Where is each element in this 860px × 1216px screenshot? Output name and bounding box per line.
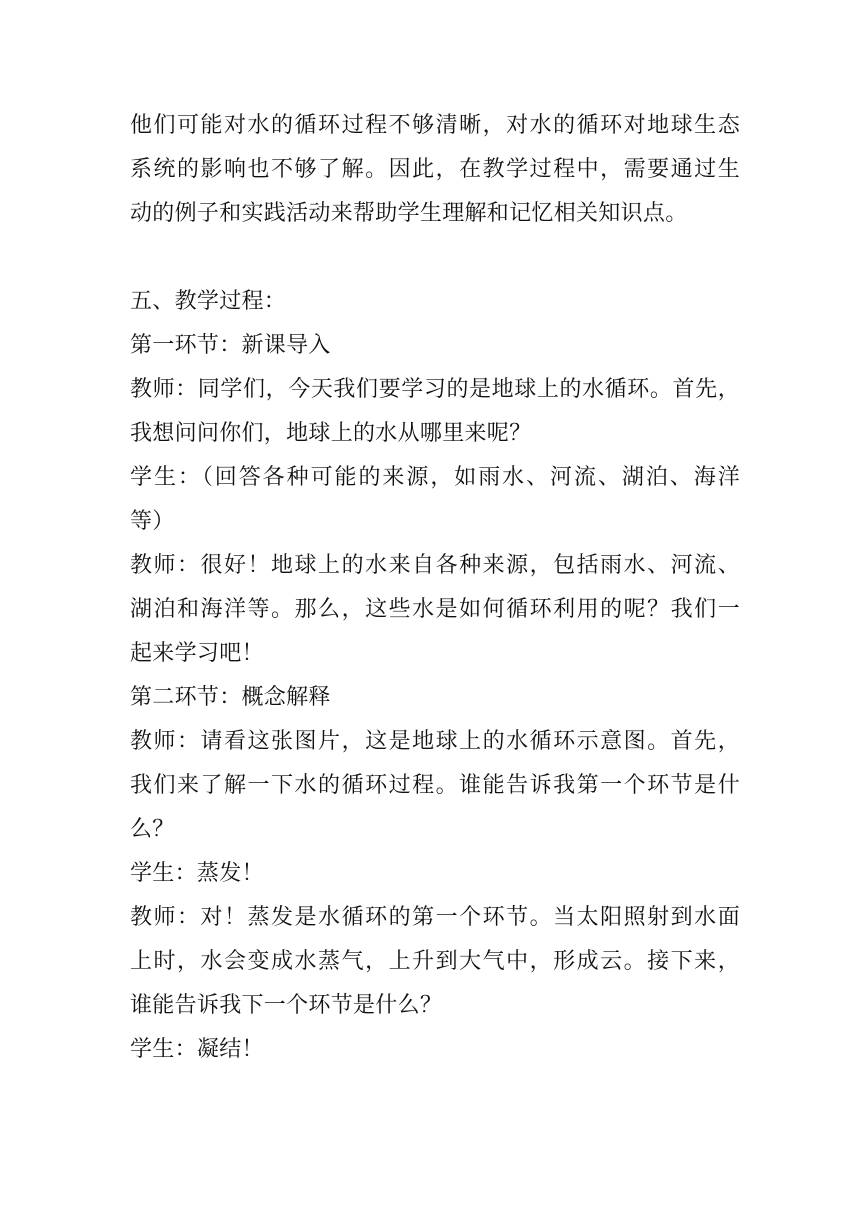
subsection-heading: 第二环节：概念解释 — [130, 685, 331, 710]
dialogue-line: 我想问问你们，地球上的水从哪里来呢？ — [130, 421, 532, 446]
dialogue-line: 谁能告诉我下一个环节是什么？ — [130, 993, 443, 1018]
dialogue-line: 学生：（回答各种可能的来源，如雨水、河流、湖泊、海洋 — [130, 465, 740, 490]
dialogue-line: 教师：同学们，今天我们要学习的是地球上的水循环。首先， — [130, 377, 740, 402]
paragraph-line: 动的例子和实践活动来帮助学生理解和记忆相关知识点。 — [130, 201, 688, 226]
subsection-heading: 第一环节：新课导入 — [130, 333, 331, 358]
dialogue-line: 上时，水会变成水蒸气，上升到大气中，形成云。接下来， — [130, 949, 740, 974]
paragraph-line: 他们可能对水的循环过程不够清晰，对水的循环对地球生态 — [130, 113, 740, 138]
dialogue-line: 起来学习吧！ — [130, 641, 264, 666]
dialogue-line: 我们来了解一下水的循环过程。谁能告诉我第一个环节是什 — [130, 773, 740, 798]
dialogue-line: 湖泊和海洋等。那么，这些水是如何循环利用的呢？我们一 — [130, 597, 740, 622]
dialogue-line: 教师：请看这张图片，这是地球上的水循环示意图。首先， — [130, 729, 740, 754]
dialogue-line: 么？ — [130, 817, 175, 842]
dialogue-line: 学生：蒸发！ — [130, 861, 264, 886]
dialogue-line: 教师：对！蒸发是水循环的第一个环节。当太阳照射到水面 — [130, 905, 740, 930]
section-heading: 五、教学过程： — [130, 289, 287, 314]
dialogue-line: 等） — [130, 509, 175, 534]
dialogue-line: 教师：很好！地球上的水来自各种来源，包括雨水、河流、 — [130, 553, 740, 578]
dialogue-line: 学生：凝结！ — [130, 1037, 264, 1062]
paragraph-line: 系统的影响也不够了解。因此，在教学过程中，需要通过生 — [130, 157, 740, 182]
